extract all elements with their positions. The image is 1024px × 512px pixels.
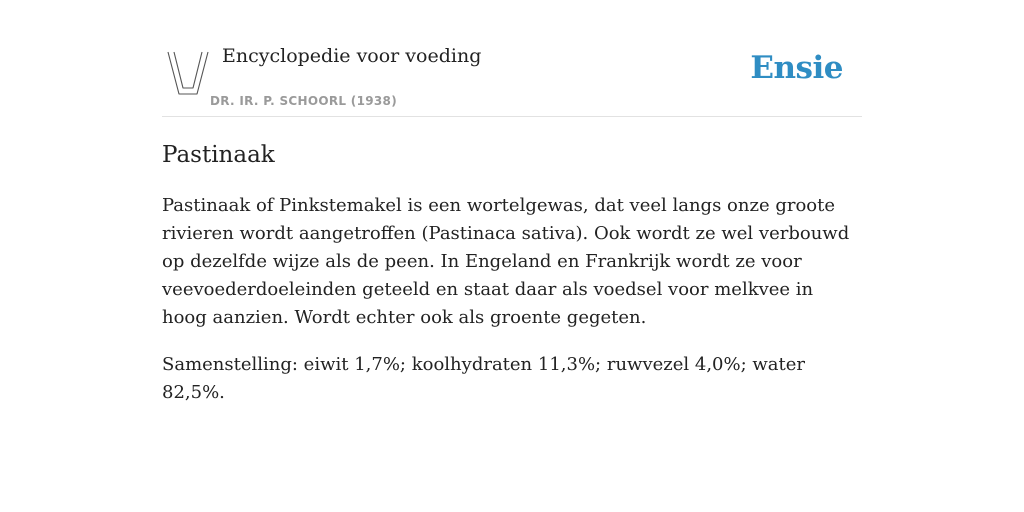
book-title: Encyclopedie voor voeding xyxy=(222,45,482,67)
v-logo-icon xyxy=(166,48,210,98)
entry-content xyxy=(162,140,862,407)
entry-composition: Samenstelling: eiwit 1,7%; koolhydraten 11,3%; ruwvezel 4,0%; water 82,5%. xyxy=(162,354,806,403)
page-header xyxy=(162,0,862,117)
entry-paragraph: Pastinaak of Pinkstemakel is een wortelgewas, dat veel langs onze groote rivieren wordt aangetroffen (Pastinaca sativa). Ook wordt ze wel verbouwd op dezelfde wijze als de peen. In Engeland en Frankrijk wordt ze voor veevoederdoeleinden geteeld en staat daar als voedsel voor melkvee in hoog aanzien. Wordt echter ook als groente gegeten. xyxy=(162,195,850,328)
entry-title: Pastinaak xyxy=(162,142,275,168)
ensie-brand-link[interactable]: Ensie xyxy=(750,50,843,86)
book-author: DR. IR. P. SCHOORL (1938) xyxy=(210,94,397,108)
